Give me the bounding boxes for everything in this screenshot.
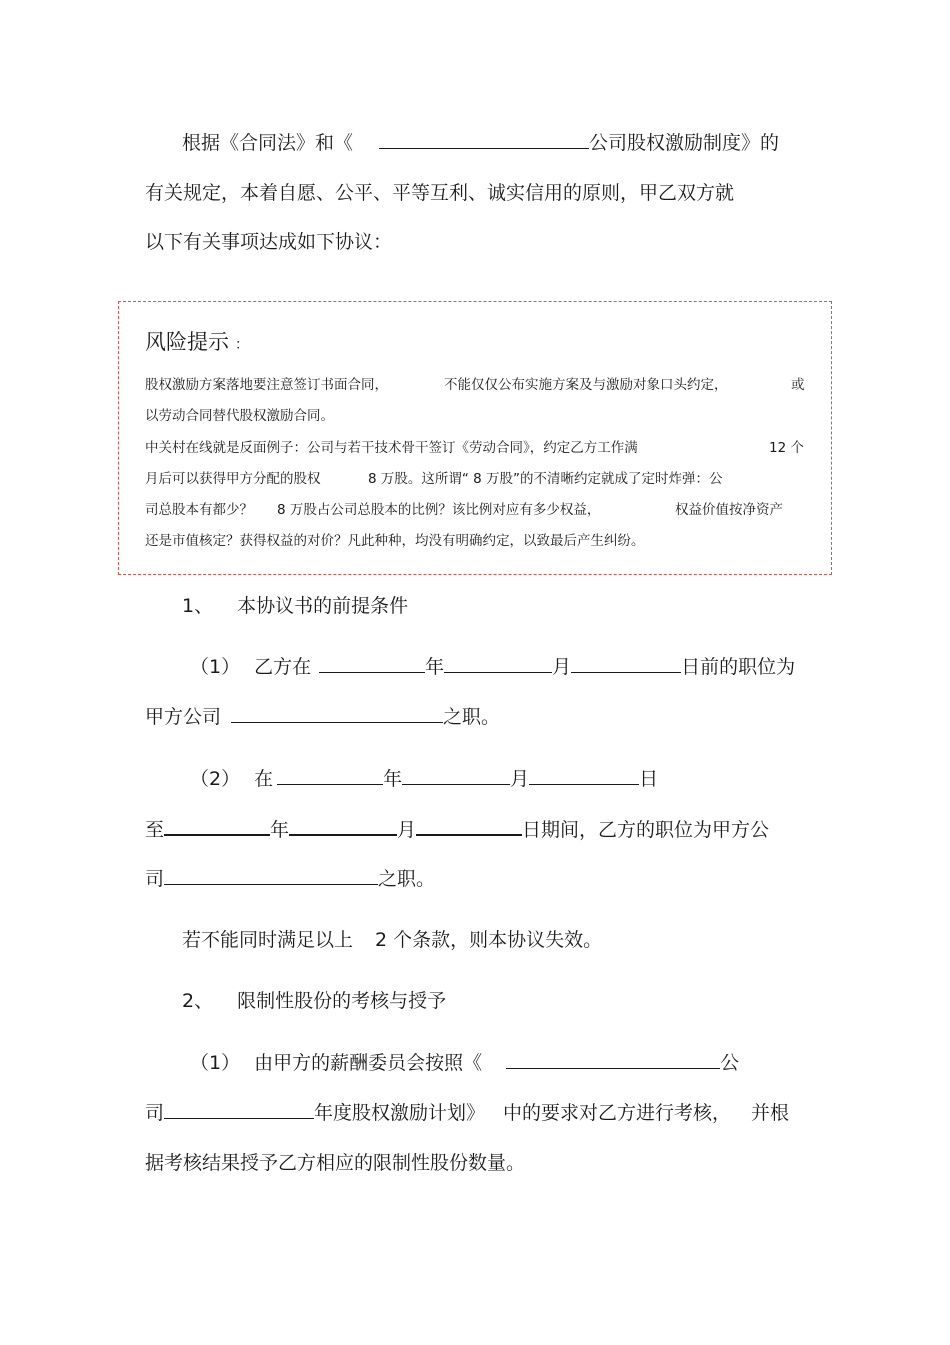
condition-text: 2 个条款，则本协议失效。: [375, 929, 603, 951]
item-number: （2）: [190, 768, 241, 790]
start-month-blank[interactable]: [402, 766, 510, 785]
condition-text: 若不能同时满足以上: [182, 929, 354, 951]
item-text: 公: [720, 1052, 740, 1074]
risk-p2-line1-a: 中关村在线就是反面例子：公司与若干技术骨干签订《劳动合同》，约定乙方工作满: [145, 440, 638, 456]
intro-line-3: 以下有关事项达成如下协议：: [145, 231, 393, 253]
month-label: 月: [510, 768, 530, 790]
section-2-item-1-line-3: 据考核结果授予乙方相应的限制性股份数量。: [145, 1152, 526, 1174]
item-text: 日期间，乙方的职位为甲方公: [522, 819, 770, 841]
end-month-blank[interactable]: [289, 816, 397, 836]
risk-title: [145, 329, 249, 358]
day-label: 日前的职位为: [681, 656, 796, 678]
section-1-item-1-line-1: [190, 654, 795, 679]
year-label: 年: [270, 819, 290, 841]
risk-p1-line1-c: 或: [791, 377, 805, 393]
section-1-heading: [182, 594, 408, 618]
end-day-blank[interactable]: [416, 816, 522, 836]
item-text: 在: [254, 768, 274, 790]
item-number: （1）: [190, 656, 241, 678]
section-1-item-1-line-2: [145, 704, 500, 729]
position-blank[interactable]: [164, 866, 378, 885]
section-2-title: 限制性股份的考核与授予: [237, 990, 447, 1012]
year-label: 年: [383, 768, 403, 790]
intro-line-1: [182, 130, 779, 155]
risk-p2-line3-c: 权益价值按净资产: [675, 502, 783, 518]
item-text: 司: [145, 868, 165, 890]
start-year-blank[interactable]: [277, 766, 383, 785]
year-label: 年: [425, 656, 445, 678]
intro-line-2: 有关规定，本着自愿、公平、平等互利、诚实信用的原则，甲乙双方就: [145, 182, 735, 204]
post-label: 之职。: [443, 706, 501, 728]
item-text: 年度股权激励计划》: [314, 1102, 486, 1124]
month-label: 月: [552, 656, 572, 678]
item-text: 乙方在: [254, 656, 312, 678]
position-blank[interactable]: [231, 704, 443, 723]
section-1-title: 本协议书的前提条件: [237, 595, 409, 617]
year-blank[interactable]: [319, 654, 425, 673]
section-2-item-1-line-2: [145, 1100, 789, 1125]
risk-title-text: 风险提示: [145, 330, 229, 354]
condition-line: [182, 928, 602, 952]
item-text: 中的要求对乙方进行考核，: [503, 1102, 732, 1124]
risk-p2-line1-b: 12 个: [769, 440, 804, 456]
intro-text: 根据《合同法》和《: [182, 132, 354, 154]
post-label: 之职。: [378, 868, 436, 890]
company-name-blank[interactable]: [506, 1050, 720, 1069]
intro-text: 公司股权激励制度》的: [589, 132, 780, 154]
risk-p2-line3-b: 8 万股占公司总股本的比例？该比例对应有多少权益，: [277, 502, 601, 518]
risk-p2-line4: 还是市值核定？获得权益的对价？凡此种种，均没有明确约定，以致最后产生纠纷。: [145, 533, 645, 549]
item-text: 司: [145, 1102, 165, 1124]
end-year-blank[interactable]: [164, 816, 270, 836]
section-1-item-2-line-3: [145, 866, 435, 891]
month-label: 月: [397, 819, 417, 841]
item-text: 至: [145, 819, 165, 841]
plan-year-blank[interactable]: [164, 1100, 314, 1119]
risk-p1-line2: 以劳动合同替代股权激励合同。: [145, 408, 334, 424]
risk-colon: ：: [235, 337, 249, 353]
item-text: 甲方公司: [145, 706, 222, 728]
item-text: 由甲方的薪酬委员会按照《: [254, 1052, 483, 1074]
item-number: （1）: [190, 1052, 241, 1074]
risk-p2-line2-b: 8 万股。这所谓“ 8 万股”的不清晰约定就成了定时炸弹：公: [368, 471, 723, 487]
month-blank[interactable]: [444, 654, 552, 673]
day-label: 日: [639, 768, 659, 790]
risk-p1-line1-a: 股权激励方案落地要注意签订书面合同，: [145, 377, 388, 393]
company-name-blank[interactable]: [379, 130, 589, 149]
item-text: 并根: [751, 1102, 790, 1124]
risk-p2-line2-a: 月后可以获得甲方分配的股权: [145, 471, 321, 487]
risk-p1-line1-b: 不能仅仅公布实施方案及与激励对象口头约定，: [444, 377, 728, 393]
start-day-blank[interactable]: [529, 766, 639, 785]
section-1-item-2-line-1: [190, 766, 658, 791]
risk-p2-line3-a: 司总股本有都少？: [145, 502, 253, 518]
day-blank[interactable]: [571, 654, 681, 673]
section-1-number: 1、: [182, 595, 214, 617]
section-2-number: 2、: [182, 990, 214, 1012]
section-2-item-1-line-1: [190, 1050, 739, 1075]
section-1-item-2-line-2: [145, 816, 769, 842]
section-2-heading: [182, 989, 446, 1013]
